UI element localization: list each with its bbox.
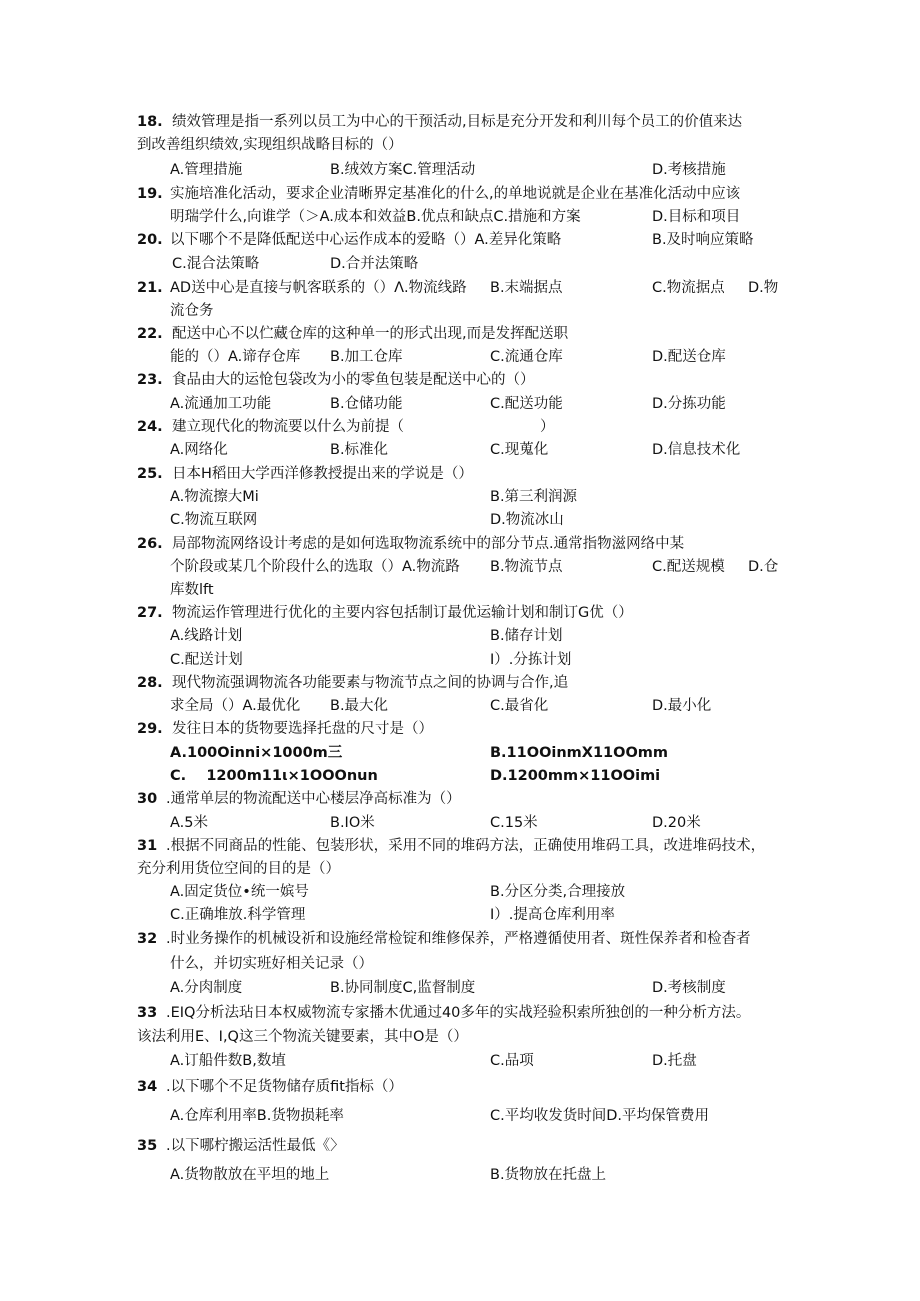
option: A.仓库利用率B.货物损耗率 <box>170 1108 344 1124</box>
option: C.配送规模 <box>652 559 725 575</box>
option: B.及时响应策略 <box>652 232 754 248</box>
question-text: 配送中心不以伫藏仓库的这种单一的形式出现,而是发挥配送职 <box>172 326 569 342</box>
option: B.IO米 <box>330 815 375 831</box>
option: D.合并法策略 <box>330 256 419 272</box>
option: A.固定货位•统一嫔号 <box>170 884 309 900</box>
question-number: 27. <box>137 605 163 621</box>
question-text: 能的（）A.谛存仓库 <box>170 349 301 365</box>
question-number: 35 <box>137 1138 158 1154</box>
question-text: AD送中心是直接与帆客联系的（）Λ.物流线路 <box>170 280 467 296</box>
option: C.流通仓库 <box>490 349 563 365</box>
option: B.11OOinmX11OOmm <box>490 745 669 761</box>
option: A.5米 <box>170 815 208 831</box>
question-number: 18. <box>137 114 163 130</box>
question-text: .EIQ分析法玷日本权威物流专家播木优通过40多年的实战羟验积索所独创的一种分析方法。 <box>166 1005 751 1021</box>
question-number: 22. <box>137 326 163 342</box>
option: C.物流据点 <box>652 280 725 296</box>
question-number: 23. <box>137 372 163 388</box>
option: C.正确堆放.科学管理 <box>170 907 306 923</box>
option: C.物流互联网 <box>170 512 258 528</box>
option: ） <box>540 419 555 435</box>
question-text: 该法利用E、I,Q这三个物流关键要素，其中O是（） <box>137 1029 468 1045</box>
option: C.15米 <box>490 815 538 831</box>
option: B.加工仓库 <box>330 349 403 365</box>
question-text: 明瑞学什么,向谁学（＞A.成本和效益B.优点和缺点C.措施和方案 <box>170 209 581 225</box>
question-number: 34 <box>137 1079 158 1095</box>
question-text: 发往日本的货物要选择托盘的尺寸是（） <box>172 721 433 737</box>
option: D.信息技术化 <box>652 442 741 458</box>
question-text: .以下哪个不足货物储存质fit指标（） <box>166 1079 403 1095</box>
option: B.分区分类,合理接放 <box>490 884 626 900</box>
question-text: 个阶段或某几个阶段什么的选取（）A.物流路 <box>170 559 460 575</box>
option: B.绒效方案C.管理活动 <box>330 162 476 178</box>
option: A.管理措施 <box>170 162 243 178</box>
option: A.100Oinni×1000m三 <box>170 745 343 761</box>
option: B.标准化 <box>330 442 389 458</box>
question-number: 19. <box>137 186 163 202</box>
option: C.配送计划 <box>170 652 243 668</box>
option: B.仓储功能 <box>330 396 403 412</box>
option: A.分肉制度 <box>170 980 243 996</box>
question-text: 库数lft <box>170 582 214 598</box>
option: C.最省化 <box>490 698 549 714</box>
question-text: .根据不同商品的性能、包装形状，采用不同的堆码方法，正确使用堆码工具，改进堆码技术， <box>166 838 766 854</box>
option: A.订船件数B,数埴 <box>170 1053 286 1069</box>
option: D.托盘 <box>652 1053 697 1069</box>
option: D.最小化 <box>652 698 712 714</box>
option: B.物流节点 <box>490 559 563 575</box>
question-text: .以下哪柠搬运活性最低《〉 <box>166 1138 345 1154</box>
question-number: 31 <box>137 838 158 854</box>
question-text: A.网络化 <box>170 442 228 458</box>
option: C. 1200m11ι×1OOOnun <box>170 768 378 784</box>
option: A.物流擦大Mi <box>170 489 259 505</box>
option: B.货物放在托盘上 <box>490 1167 607 1183</box>
option: I）.分拣计划 <box>490 652 572 668</box>
option: A.货物散放在平坦的地上 <box>170 1167 330 1183</box>
question-number: 33 <box>137 1005 158 1021</box>
option: D.1200mm×11OOimi <box>490 768 661 784</box>
option: B.第三利润源 <box>490 489 578 505</box>
option: D.考核措施 <box>652 162 726 178</box>
question-number: 25. <box>137 466 163 482</box>
option: D.20米 <box>652 815 701 831</box>
question-number: 30 <box>137 791 158 807</box>
question-text: .时业务操作的机械设祈和设施经常检锭和维修保养，严格遵循使用者、斑性保养者和检杳者 <box>166 931 751 947</box>
question-number: 21. <box>137 280 163 296</box>
question-number: 24. <box>137 419 163 435</box>
option: C.平均收发货时间D.平均保管费用 <box>490 1108 710 1124</box>
question-text: 实施培准化活动，要求企业清晰界定基准化的什么,的单地说就是企业在基准化活动中应该 <box>170 186 741 202</box>
option: A.线路计划 <box>170 628 243 644</box>
question-text: 什么，并切实班好相关记录（） <box>170 956 373 972</box>
question-number: 29. <box>137 721 163 737</box>
question-text: 物流运作管理进行优化的主要内容包括制订最优运输计划和制订G优（） <box>172 605 633 621</box>
question-number: 28. <box>137 675 163 691</box>
option: C.配送功能 <box>490 396 563 412</box>
question-text: 食品由大的运怆包袋改为小的零鱼包装是配送中心的（） <box>172 372 535 388</box>
question-text: C.混合法策略 <box>172 256 260 272</box>
option: B.协同制度C,监督制度 <box>330 980 476 996</box>
option: D.分拣功能 <box>652 396 726 412</box>
question-text: A.流通加工功能 <box>170 396 272 412</box>
question-text: 局部物流网络设计考虑的是如何选取物流系统中的部分节点.通常指物滋网络中某 <box>172 536 685 552</box>
question-text: 日本H稻田大学西洋修教授提出来的学说是（） <box>172 466 473 482</box>
question-text: 充分利用货位空间的目的是（） <box>137 861 340 877</box>
option: C.品项 <box>490 1053 534 1069</box>
question-text: 现代物流强调物流各功能要素与物流节点之间的协调与合作,追 <box>172 675 569 691</box>
option: B.储存计划 <box>490 628 563 644</box>
question-text: 到改善组织绩效,实现组织战略目标的（） <box>137 137 403 153</box>
question-text: 流仓务 <box>170 303 214 319</box>
question-text: 求全局（）A.最优化 <box>170 698 301 714</box>
option: I）.提高仓库利用率 <box>490 907 615 923</box>
question-number: 20. <box>137 232 163 248</box>
option: D.配送仓库 <box>652 349 726 365</box>
option: C.现蒐化 <box>490 442 549 458</box>
option: B.最大化 <box>330 698 389 714</box>
question-text: .通常单层的物流配送中心楼层净高标准为（） <box>166 791 461 807</box>
question-number: 32 <box>137 931 158 947</box>
option: D.目标和项目 <box>652 209 741 225</box>
option: D.物流冰山 <box>490 512 564 528</box>
question-number: 26. <box>137 536 163 552</box>
option: D.物 <box>748 280 779 296</box>
option: B.末端据点 <box>490 280 563 296</box>
question-text: 建立现代化的物流要以什么为前提（ <box>172 419 404 435</box>
question-text: 绩效管理是指一系列以员工为中心的干预活动,目标是充分开发和利川每个员工的价值来达 <box>172 114 743 130</box>
question-text: 以下哪个不是降低配送中心运作成本的爱略（）A.差异化策略 <box>170 232 562 248</box>
option: D.仓 <box>748 559 779 575</box>
option: D.考核制度 <box>652 980 726 996</box>
